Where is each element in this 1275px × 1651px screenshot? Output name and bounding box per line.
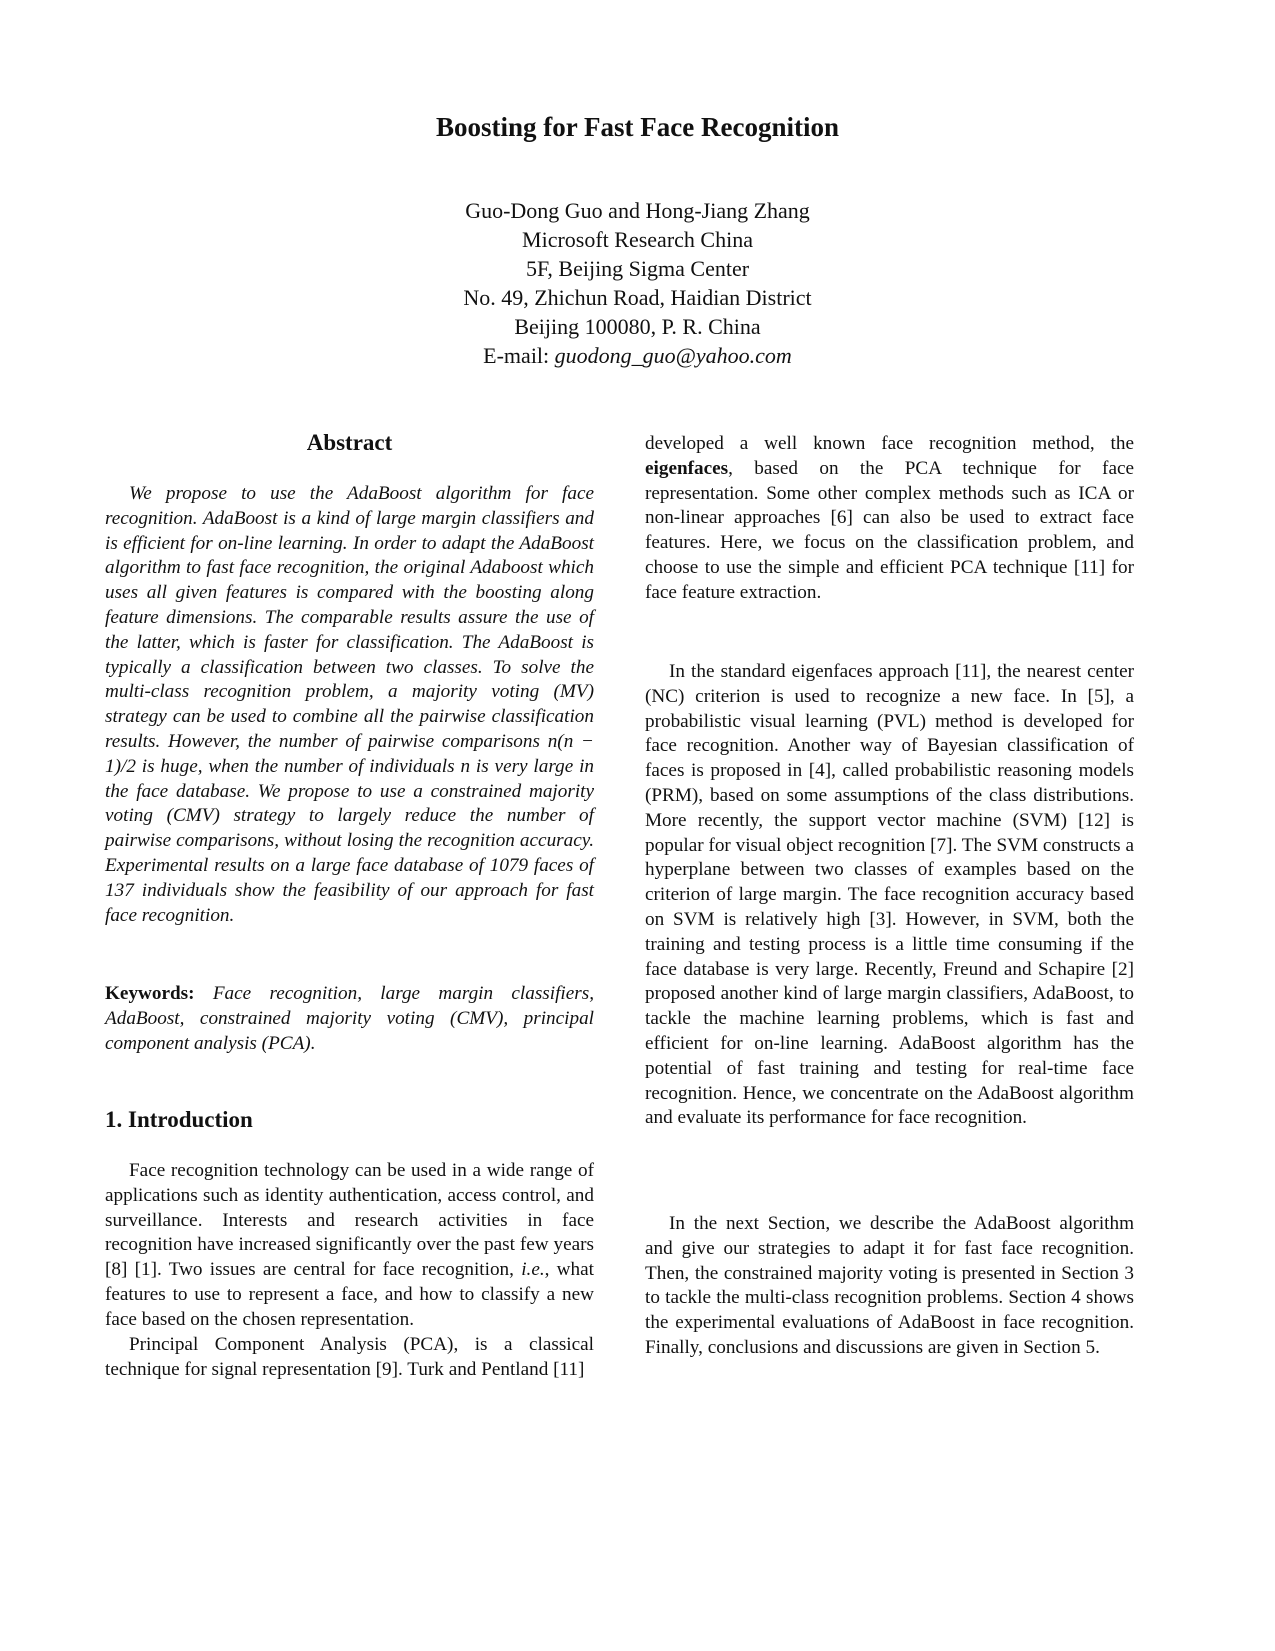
intro-p2-text: Principal Component Analysis (PCA), is a classical technique for signal representation [9]. Turk and Pentland [11] (105, 1334, 594, 1380)
intro-paragraph-2 (105, 1333, 594, 1383)
right-p1-text-b: , based on the PCA technique for face representation. Some other complex methods such as ICA or non-linear approaches [6] can also be used to extract face features. Here, we focus on the classification problem, and choose to use the simple and efficient PCA technique [11] for face feature extraction. (645, 457, 1134, 603)
abstract-heading: Abstract (306, 430, 393, 455)
keywords-paragraph (105, 982, 594, 1056)
author-address-line-2: No. 49, Zhichun Road, Haidian District (463, 285, 812, 310)
right-paragraph-3 (645, 1212, 1134, 1361)
right-p3-text: In the next Section, we describe the AdaBoost algorithm and give our strategies to adapt it for fast face recognition. Then, the constrained majority voting is presented in Section 3 to tackle the multi-class recognition problems. Section 4 shows the experimental evaluations of AdaBoost in face recognition. Finally, conclusions and discussions are given in Section 5. (645, 1213, 1134, 1358)
keywords-section (105, 982, 594, 1056)
intro-p1-text-b: , what features to use to represent a face, and how to classify a new face based on the chosen representation. (105, 1259, 594, 1330)
introduction-heading: 1. Introduction (105, 1107, 253, 1132)
intro-p1-text-a: Face recognition technology can be used in a wide range of applications such as identity authentication, access control, and surveillance. Interests and research activities in face recognition have increased significantly over the past few years [8] [1]. Two issues are central for face recognition, (105, 1160, 594, 1281)
right-p1-text-a: developed a well known face recognition method, the (645, 433, 1134, 454)
keywords-label: Keywords: (105, 983, 195, 1004)
intro-p1-ie: i.e. (521, 1259, 545, 1281)
abstract-body: We propose to use the AdaBoost algorithm for face recognition. AdaBoost is a kind of large margin classifiers and is efficient for on-line learning. In order to adapt the AdaBoost algorithm to fast face recognition, the original Adaboost which uses all given features is compared with the boosting along feature dimensions. The comparable results assure the use of the latter, which is faster for classification. The AdaBoost is typically a classification between two classes. To solve the multi-class recognition problem, a majority voting (MV) strategy can be used to combine all the pairwise classification results. However, the number of pairwise comparisons n(n − 1)/2 is huge, when the number of individuals n is very large in the face database. We propose to use a constrained majority voting (CMV) strategy to largely reduce the number of pairwise comparisons, without losing the recognition accuracy. Experimental results on a large face database of 1079 faces of 137 individuals show the feasibility of our approach for fast face recognition. (105, 483, 594, 926)
email-address: guodong_guo@yahoo.com (554, 343, 792, 368)
author-address-line-1: 5F, Beijing Sigma Center (525, 256, 750, 281)
intro-paragraph-1 (105, 1159, 594, 1333)
right-p1-eigenfaces: eigenfaces (645, 457, 729, 479)
author-address-line-3: Beijing 100080, P. R. China (514, 314, 761, 339)
keywords-text: Face recognition, large margin classifiers, AdaBoost, constrained majority voting (CMV), principal component analysis (PCA). (105, 983, 594, 1054)
right-paragraph-2 (645, 660, 1134, 1131)
email-label: E-mail: (483, 343, 555, 368)
author-affiliation: Microsoft Research China (522, 227, 753, 252)
paper-title: Boosting for Fast Face Recognition (436, 112, 839, 142)
abstract-section (105, 482, 594, 928)
author-block (0, 196, 1275, 370)
right-p2-text: In the standard eigenfaces approach [11], the nearest center (NC) criterion is used to recognize a new face. In [5], a probabilistic visual learning (PVL) method is developed for face recognition. Another way of Bayesian classification of faces is proposed in [4], called probabilistic reasoning models (PRM), based on some assumptions of the class distributions. More recently, the support vector machine (SVM) [12] is popular for visual object recognition [7]. The SVM constructs a hyperplane between two classes of examples based on the criterion of large margin. The face recognition accuracy based on SVM is relatively high [3]. However, in SVM, both the training and testing process is a little time consuming if the face database is very large. Recently, Freund and Schapire [2] proposed another kind of large margin classifiers, AdaBoost, to tackle the machine learning problems, which is fast and efficient for on-line learning. AdaBoost algorithm has the potential of fast training and testing for real-time face recognition. Hence, we concentrate on the AdaBoost algorithm and evaluate its performance for face recognition. (645, 661, 1134, 1129)
right-paragraph-1 (645, 432, 1134, 606)
author-email-line (0, 341, 1275, 370)
author-names: Guo-Dong Guo and Hong-Jiang Zhang (465, 198, 810, 223)
